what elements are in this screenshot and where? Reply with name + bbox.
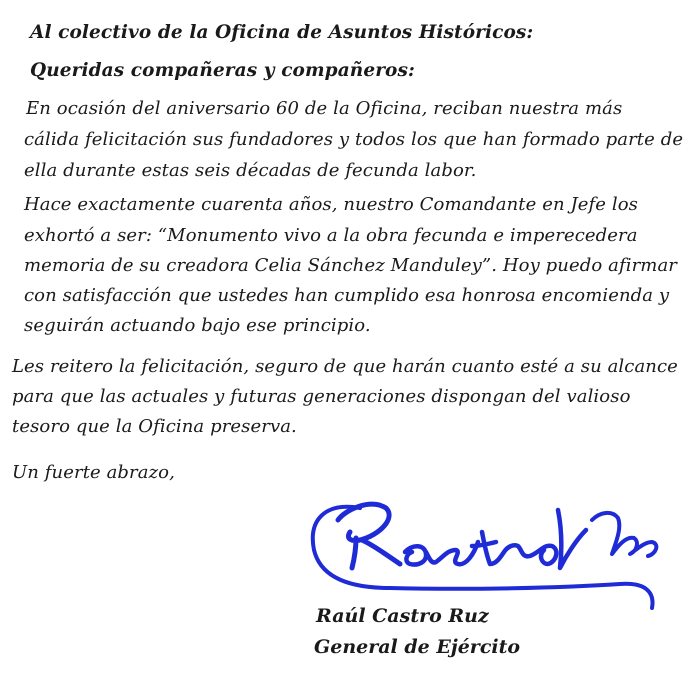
paragraph-1-line-2: cálida felicitación sus fundadores y todos los que han formado parte de: [24, 129, 684, 150]
paragraph-2-line-2: exhortó a ser: “Monumento vivo a la obra fecunda e imperecedera: [24, 225, 638, 246]
letter-closing: Un fuerte abrazo,: [12, 462, 175, 483]
signatory-title: General de Ejército: [314, 636, 521, 658]
signature-letters-stroke: [405, 532, 556, 565]
signature-r-stroke: [338, 504, 400, 568]
letter-greeting: Queridas compañeras y compañeros:: [30, 60, 415, 81]
paragraph-3-line-1: Les reitero la felicitación, seguro de que harán cuanto esté a su alcance: [12, 356, 678, 377]
paragraph-1-line-3: ella durante estas seis décadas de fecunda labor.: [24, 160, 477, 181]
paragraph-1-line-1: En ocasión del aniversario 60 de la Oficina, reciban nuestra más: [26, 98, 623, 119]
paragraph-3-line-3: tesoro que la Oficina preserva.: [12, 416, 297, 437]
paragraph-2-line-5: seguirán actuando bajo ese principio.: [24, 315, 371, 336]
paragraph-3-line-2: para que las actuales y futuras generaciones dispongan del valioso: [12, 386, 631, 407]
letter-addressee: Al colectivo de la Oficina de Asuntos Históricos:: [30, 22, 534, 43]
signature-loop-stroke: [313, 507, 653, 608]
signatory-name: Raúl Castro Ruz: [316, 605, 489, 627]
handwritten-signature: [300, 480, 675, 615]
paragraph-2-line-1: Hace exactamente cuarenta años, nuestro Comandante en Jefe los: [24, 194, 638, 215]
paragraph-2-line-3: memoria de su creadora Celia Sánchez Manduley”. Hoy puedo afirmar: [24, 255, 677, 276]
paragraph-2-line-4: con satisfacción que ustedes han cumplido esa honrosa encomienda y: [24, 285, 670, 306]
signature-tall-stroke: [558, 510, 586, 568]
signature-flourish-stroke: [592, 513, 656, 556]
